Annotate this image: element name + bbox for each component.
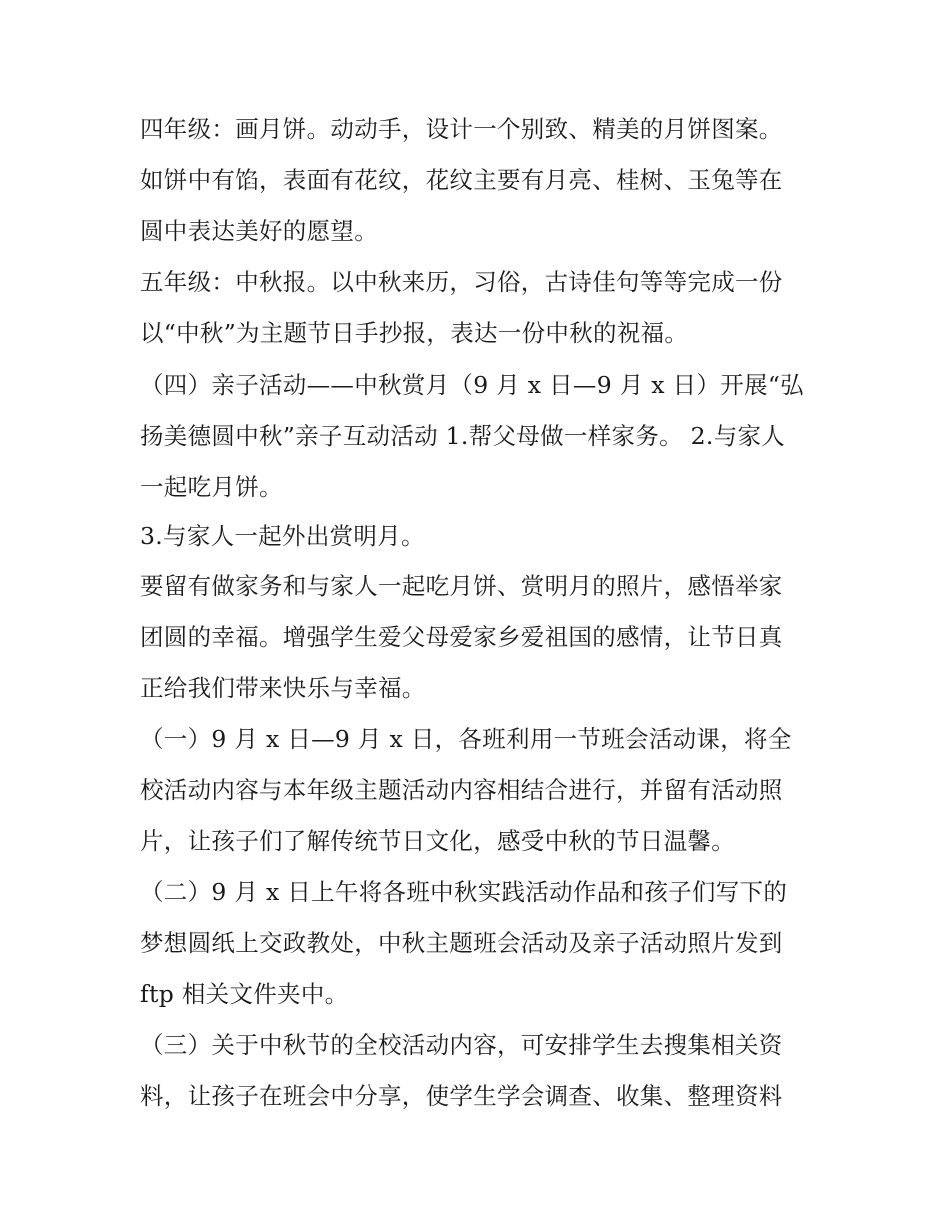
- text-line: 梦想圆纸上交政教处，中秋主题班会活动及亲子活动照片发到: [140, 929, 783, 957]
- text-line: ftp 相关文件夹中。: [140, 980, 349, 1008]
- text-line: 片，让孩子们了解传统节日文化，感受中秋的节日温馨。: [140, 827, 735, 855]
- text-line: （一）9 月 x 日—9 月 x 日，各班利用一节班会活动课，将全: [140, 725, 792, 753]
- text-line: 圆中表达美好的愿望。: [140, 217, 378, 245]
- text-line: （二）9 月 x 日上午将各班中秋实践活动作品和孩子们写下的: [140, 878, 788, 906]
- text-line: 四年级：画月饼。动动手，设计一个别致、精美的月饼图案。: [140, 115, 783, 143]
- text-line: 扬美德圆中秋”亲子互动活动 1.帮父母做一样家务。 2.与家人: [140, 422, 786, 450]
- text-line: 要留有做家务和与家人一起吃月饼、赏明月的照片，感悟举家: [140, 572, 783, 600]
- text-line: 校活动内容与本年级主题活动内容相结合进行，并留有活动照: [140, 776, 783, 804]
- text-line: （四）亲子活动——中秋赏月（9 月 x 日—9 月 x 日）开展“弘: [140, 371, 804, 399]
- text-line: 如饼中有馅，表面有花纹，花纹主要有月亮、桂树、玉兔等在: [140, 166, 783, 194]
- text-line: 一起吃月饼。: [140, 473, 283, 501]
- text-line: 3.与家人一起外出赏明月。: [140, 522, 425, 550]
- text-line: （三）关于中秋节的全校活动内容，可安排学生去搜集相关资: [140, 1031, 783, 1059]
- text-line: 团圆的幸福。增强学生爱父母爱家乡爱祖国的感情，让节日真: [140, 623, 783, 651]
- text-line: 料，让孩子在班会中分享，使学生学会调查、收集、整理资料: [140, 1082, 783, 1110]
- text-line: 正给我们带来快乐与幸福。: [140, 674, 426, 702]
- text-line: 五年级：中秋报。以中秋来历，习俗，古诗佳句等等完成一份: [140, 268, 783, 296]
- text-line: 以“中秋”为主题节日手抄报，表达一份中秋的祝福。: [140, 319, 689, 347]
